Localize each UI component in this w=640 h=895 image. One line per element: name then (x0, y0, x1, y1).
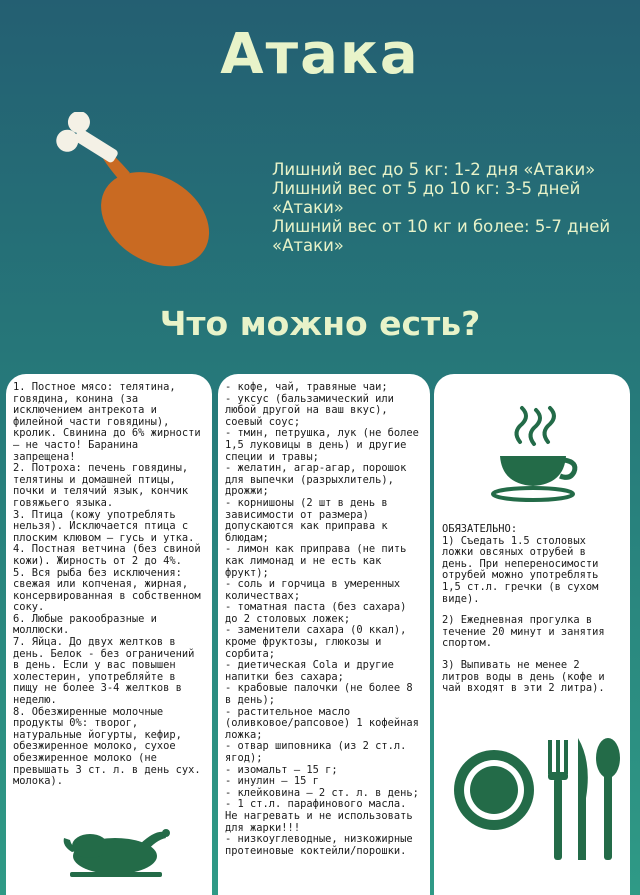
extra-item: - лимон как приправа (не пить как лимонад и не есть как фрукт); (225, 543, 407, 579)
extra-item: - заменители сахара (0 ккал), кроме фруктозы, глюкозы и сорбита; (225, 624, 407, 660)
extra-item: - томатная паста (без сахара) до 2 столовых ложек; (225, 601, 407, 625)
section-subtitle: Что можно есть? (159, 304, 481, 343)
mandatory-item: 2) Ежедневная прогулка в течение 20 минут и занятия спортом. (442, 614, 605, 650)
protein-item: 7. Яйца. До двух желтков в день. Белок - без ограничений в день. Если у вас повышен холестерин, употребляйте в пищу не более 3-4 желтков в неделю. (13, 636, 195, 707)
plate-cutlery-icon (452, 732, 622, 862)
extra-item: - растительное масло (оливковое/рапсовое) 1 кофейная ложка; (225, 705, 419, 741)
coffee-cup-icon (490, 404, 580, 504)
extra-item: - клейковина — 2 ст. л. в день; (225, 786, 419, 799)
extra-item: - инулин — 15 г (225, 775, 319, 788)
extra-item: - низкоуглеводные, низкожирные протеиновые коктейли/порошки. (225, 833, 413, 857)
mandatory-item: 1) Съедать 1.5 столовых ложки овсяных отрубей в день. При непереносимости отрубей можно употреблять 1,5 ст.л. гречки (в сухом виде). (442, 534, 599, 605)
protein-item: 5. Вся рыба без исключения: свежая или копченая, жирная, консервированная в собственном соку. (13, 566, 201, 614)
extra-item: - корнишоны (2 шт в день в зависимости от размера) допускаются как приправа к блюдам; (225, 496, 388, 544)
allowed-proteins-column (6, 374, 212, 895)
protein-item: 6. Любые ракообразные и моллюски. (13, 612, 157, 637)
extra-item: - тмин, петрушка, лук (не более 1,5 луковицы в день) и другие специи и травы; (225, 427, 419, 463)
weight-line-1: Лишний вес до 5 кг: 1-2 дня «Атаки» (272, 160, 596, 179)
extra-item: - соль и горчица в умеренных количествах; (225, 578, 401, 602)
protein-item: 4. Постная ветчина (без свиной кожи). Жирность от 2 до 4%. (13, 543, 201, 567)
extra-item: - крабовые палочки (не более 8 в день); (225, 682, 413, 707)
roast-chicken-icon (60, 822, 170, 880)
weight-line-3: Лишний вес от 10 кг и более: 5-7 дней «Атаки» (272, 217, 611, 255)
extra-item: - диетическая Cola и другие напитки без сахара; (225, 659, 394, 683)
protein-item: 3. Птица (кожу употреблять нельзя). Исключается птица с плоским клювом — гусь и утка. (13, 508, 195, 544)
mandatory-block (442, 524, 622, 705)
extra-item: - отвар шиповника (из 2 ст.л. ягод); (225, 740, 407, 764)
extra-item: - 1 ст.л. парафинового масла. Не нагревать и не использовать для жарки!!! (225, 798, 413, 834)
page-title: Атака (220, 22, 420, 87)
extra-item: - кофе, чай, травяные чаи; (225, 381, 388, 393)
mandatory-heading: ОБЯЗАТЕЛЬНО: (442, 523, 518, 535)
protein-item: 2. Потроха: печень говядины, телятины и домашней птицы, почки и телячий язык, кончик говяжьего языка. (13, 462, 189, 509)
mandatory-item: 3) Выпивать не менее 2 литров воды в день (кофе и чай входят в эти 2 литра). (442, 658, 605, 695)
extra-item: - уксус (бальзамический или любой другой на ваш вкус), соевый соус; (225, 392, 394, 428)
allowed-extras-column (218, 374, 430, 895)
drumstick-icon (50, 112, 225, 267)
extra-item: - изомальт — 15 г; (225, 763, 338, 776)
protein-item: 1. Постное мясо: телятина, говядина, конина (за исключением антрекота и филейной части говядины), кролик. Свинина до 6% жирности — не часто! Баранина запрещена! (13, 381, 201, 463)
weight-line-2: Лишний вес от 5 до 10 кг: 3-5 дней «Атаки» (272, 179, 581, 217)
extra-item: - желатин, агар-агар, порошок для выпечки (разрыхлитель), дрожжи; (225, 462, 407, 498)
protein-item: 8. Обезжиренные молочные продукты 0%: творог, натуральные йогурты, кефир, обезжиренное молоко, сухое обезжиренное молоко (не превышать 3 ст. л. в день сух. молока). (13, 705, 201, 788)
weight-duration-list (272, 160, 632, 255)
